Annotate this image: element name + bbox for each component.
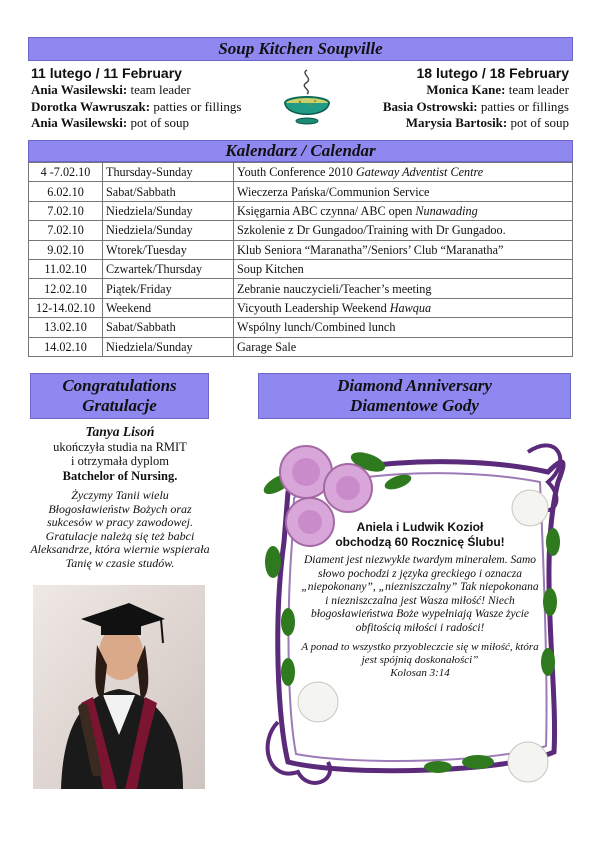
calendar-event: Księgarnia ABC czynna/ ABC open Nunawading bbox=[234, 201, 573, 220]
calendar-day: Niedziela/Sunday bbox=[103, 201, 234, 220]
degree-name: Batchelor of Nursing. bbox=[62, 468, 178, 483]
congrats-wish: Życzymy Tanii wielu Błogosławieństw Bożych oraz sukcesów w pracy zawodowej. Gratulacje należą się też babci Aleksandrze, która wiernie wspierała Tanię w czasie studów. bbox=[30, 488, 210, 570]
calendar-banner: Kalendarz / Calendar bbox=[28, 140, 573, 162]
calendar-event: Youth Conference 2010 Gateway Adventist Centre bbox=[234, 163, 573, 182]
calendar-date: 4 -7.02.10 bbox=[29, 163, 103, 182]
graduate-photo bbox=[33, 585, 205, 789]
diamond-anniversary-title: Diamond Anniversary bbox=[337, 376, 492, 395]
graduate-name: Tanya Lisoń bbox=[85, 424, 155, 439]
soup-right-row: Marysia Bartosik: pot of soup bbox=[405, 115, 569, 130]
soup-left-row: Ania Wasilewski: team leader bbox=[31, 82, 191, 97]
congrats-line: i otrzymała dyplom bbox=[71, 454, 169, 468]
calendar-row bbox=[29, 201, 573, 220]
soup-left-date: 11 lutego / 11 February bbox=[31, 65, 182, 81]
calendar-event: Wieczerza Pańska/Communion Service bbox=[234, 182, 573, 201]
calendar-row bbox=[29, 279, 573, 298]
bible-quote: A ponad to wszystko przyobleczcie się w miłość, która jest spójnią doskonałości” Kolosan 3:14 bbox=[301, 640, 539, 679]
calendar-day: Thursday-Sunday bbox=[103, 163, 234, 182]
soup-left-schedule bbox=[31, 64, 241, 132]
diamond-anniversary-text bbox=[300, 520, 540, 680]
calendar-date: 11.02.10 bbox=[29, 259, 103, 278]
calendar-day: Piątek/Friday bbox=[103, 279, 234, 298]
gratulacje-title: Gratulacje bbox=[82, 396, 157, 415]
diamond-anniversary-banner bbox=[258, 373, 571, 419]
calendar-row bbox=[29, 221, 573, 240]
calendar-day: Weekend bbox=[103, 298, 234, 317]
soup-right-row: Basia Ostrowski: patties or fillings bbox=[382, 98, 569, 114]
congrats-line: ukończyła studia na RMIT bbox=[53, 439, 187, 454]
soup-right-schedule bbox=[383, 64, 569, 132]
calendar-date: 12.02.10 bbox=[29, 279, 103, 298]
diamentowe-gody-title: Diamentowe Gody bbox=[350, 396, 479, 415]
calendar-row bbox=[29, 259, 573, 278]
calendar-event: Klub Seniora “Maranatha”/Seniors’ Club “Maranatha” bbox=[234, 240, 573, 259]
calendar-row bbox=[29, 298, 573, 317]
calendar-date: 7.02.10 bbox=[29, 221, 103, 240]
couple-names: Aniela i Ludwik Kozioł bbox=[356, 520, 484, 534]
congratulations-text bbox=[30, 425, 210, 570]
calendar-row bbox=[29, 163, 573, 182]
calendar-date: 9.02.10 bbox=[29, 240, 103, 259]
calendar-date: 14.02.10 bbox=[29, 337, 103, 356]
calendar-row bbox=[29, 240, 573, 259]
calendar-day: Niedziela/Sunday bbox=[103, 221, 234, 240]
bible-reference: Kolosan 3:14 bbox=[390, 666, 450, 679]
soup-left-row: Ania Wasilewski: pot of soup bbox=[31, 115, 189, 130]
soup-right-date: 18 lutego / 18 February bbox=[416, 65, 569, 81]
calendar-table bbox=[28, 162, 573, 357]
calendar-row bbox=[29, 318, 573, 337]
soup-kitchen-banner: Soup Kitchen Soupville bbox=[28, 37, 573, 61]
calendar-day: Wtorek/Tuesday bbox=[103, 240, 234, 259]
calendar-day: Sabat/Sabbath bbox=[103, 182, 234, 201]
soup-right-row: Monica Kane: team leader bbox=[426, 82, 569, 97]
calendar-event: Szkolenie z Dr Gungadoo/Training with Dr Gungadoo. bbox=[234, 221, 573, 240]
calendar-event: Garage Sale bbox=[234, 337, 573, 356]
soup-bowl-icon bbox=[282, 66, 332, 130]
congratulations-banner bbox=[30, 373, 209, 419]
calendar-row bbox=[29, 337, 573, 356]
calendar-event: Wspólny lunch/Combined lunch bbox=[234, 318, 573, 337]
calendar-event: Zebranie nauczycieli/Teacher’s meeting bbox=[234, 279, 573, 298]
calendar-day: Niedziela/Sunday bbox=[103, 337, 234, 356]
anniversary-message: Diament jest niezwykle twardym minerałem. Samo słowo pochodzi z języka greckiego i oznacza „niepokonany”, „niezniszczalny” Tak niepokonana i niezniszczalna jest Wasza miłość! Niech błogosławieństwa Boże wypełniają Wasze życie obfitością miłości i radości! bbox=[301, 554, 539, 634]
calendar-day: Sabat/Sabbath bbox=[103, 318, 234, 337]
congratulations-title: Congratulations bbox=[62, 376, 177, 395]
calendar-event: Vicyouth Leadership Weekend Hawqua bbox=[234, 298, 573, 317]
calendar-date: 7.02.10 bbox=[29, 201, 103, 220]
calendar-day: Czwartek/Thursday bbox=[103, 259, 234, 278]
anniversary-subtitle: obchodzą 60 Rocznicę Ślubu! bbox=[335, 535, 505, 549]
soup-left-row: Dorotka Wawruszak: patties or fillings bbox=[31, 98, 242, 114]
calendar-event: Soup Kitchen bbox=[234, 259, 573, 278]
calendar-date: 6.02.10 bbox=[29, 182, 103, 201]
calendar-row bbox=[29, 182, 573, 201]
calendar-date: 13.02.10 bbox=[29, 318, 103, 337]
calendar-date: 12-14.02.10 bbox=[29, 298, 103, 317]
